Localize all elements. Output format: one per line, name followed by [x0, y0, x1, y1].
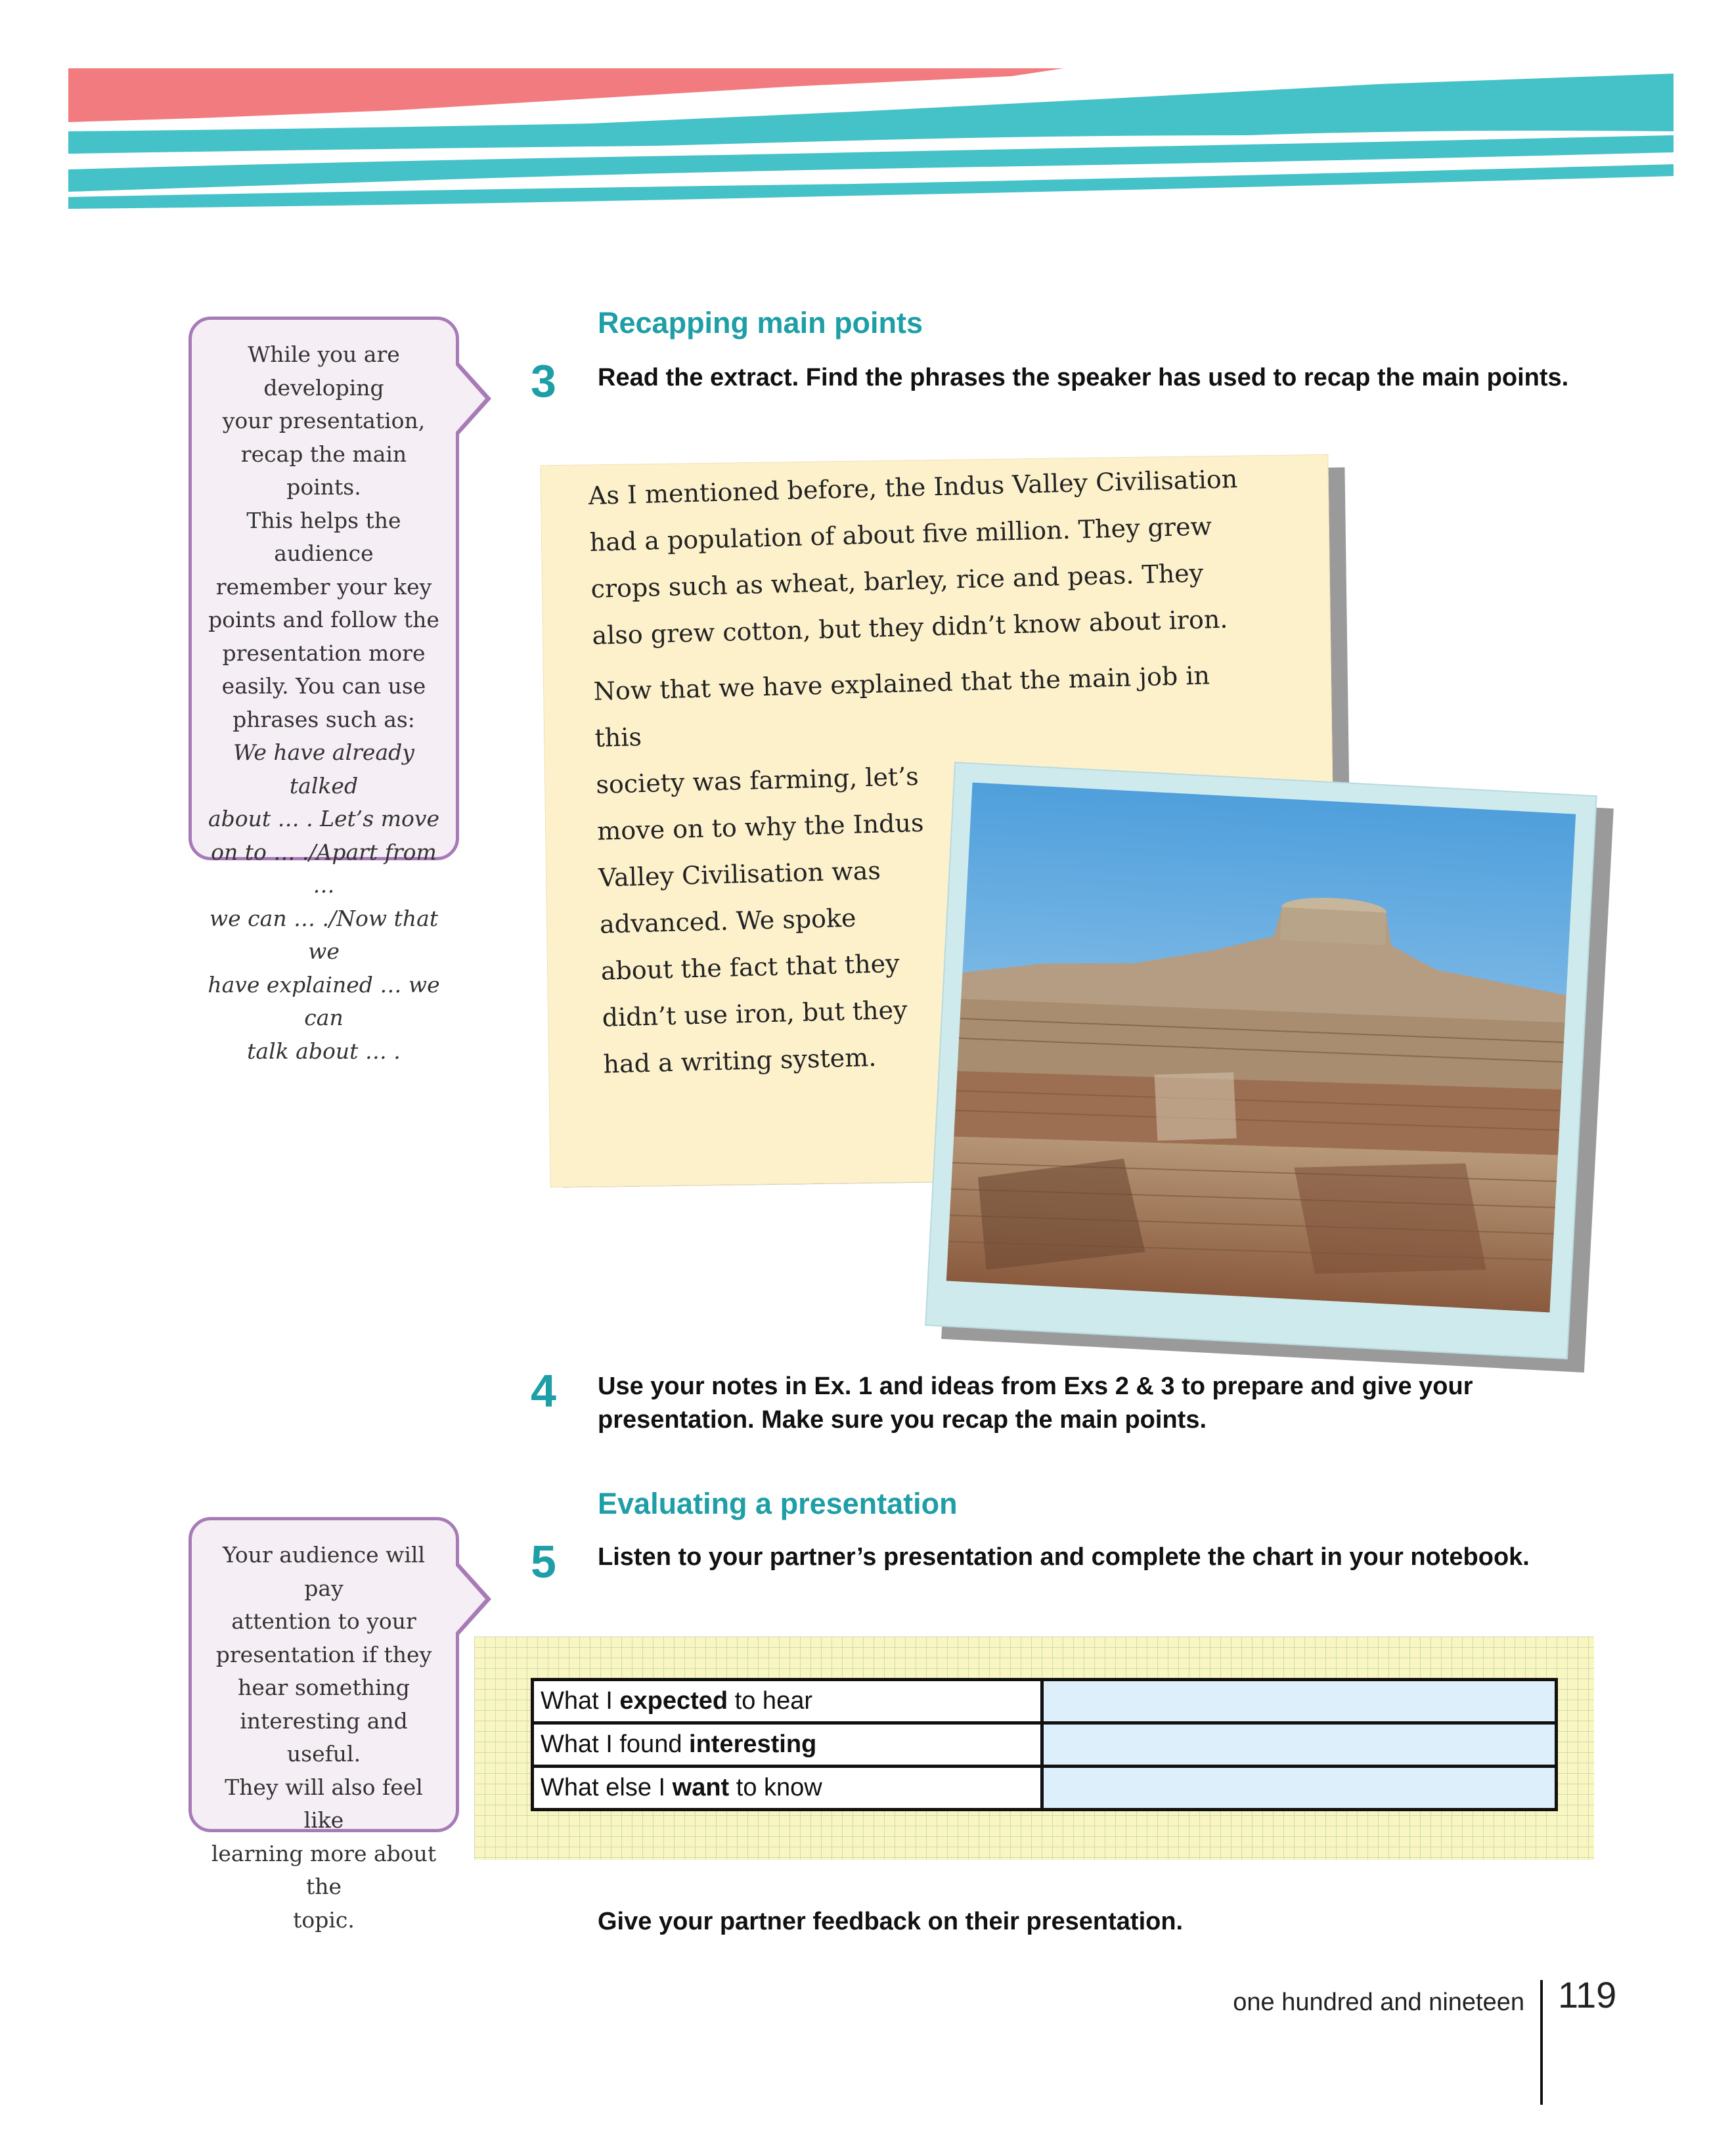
- tip-example-line: about … . Let’s move: [208, 806, 440, 831]
- chart-answer-cell[interactable]: [1042, 1767, 1557, 1810]
- section-title-evaluating: Evaluating a presentation: [598, 1487, 958, 1520]
- chart-row-label: What I found interesting: [533, 1723, 1042, 1767]
- tip-example-line: have explained … we can: [208, 971, 440, 1030]
- tip-line: This helps the audience: [246, 507, 401, 566]
- tip-line: interesting and useful.: [240, 1707, 408, 1767]
- exercise-number: 3: [531, 355, 556, 407]
- tip-example-line: on to … ./Apart from …: [211, 839, 437, 898]
- chart-answer-cell[interactable]: [1042, 1723, 1557, 1767]
- tip-line: hear something: [238, 1675, 410, 1700]
- tip-line: your presentation,: [222, 408, 426, 433]
- tip-line: Your audience will pay: [222, 1542, 426, 1601]
- exercise-instruction: Use your notes in Ex. 1 and ideas from Exs 2 & 3 to prepare and give your presentation. Make sure you recap the main points.: [598, 1373, 1473, 1434]
- tip-line: phrases such as:: [233, 706, 415, 732]
- chart-row: [533, 1723, 1557, 1767]
- tip-example-line: talk about … .: [247, 1038, 401, 1064]
- page-number-words: one hundred and nineteen: [1233, 1989, 1524, 2016]
- mohenjo-daro-ruins-photo: [946, 782, 1576, 1312]
- tip-line: While you are developing: [248, 341, 400, 401]
- chart-row-label: What else I want to know: [533, 1767, 1042, 1810]
- chart-row-label: What I expected to hear: [533, 1680, 1042, 1723]
- exercise-instruction: Read the extract. Find the phrases the speaker has used to recap the main points.: [598, 364, 1569, 391]
- chart-row: [533, 1680, 1557, 1723]
- tip-bubble-audience: [189, 1517, 459, 1933]
- page-divider: [1540, 1980, 1543, 2105]
- extract-paragraph-rest: society was farming, let’s move on to why the Indus Valley Civilisation was advanced. We spoke about the fact that they didn’t use iron, but they had a writing system.: [595, 761, 924, 1079]
- tip-line: learning more about the: [211, 1840, 437, 1899]
- tip-line: presentation if they: [215, 1641, 432, 1667]
- tip-text: [206, 338, 441, 1068]
- feedback-instruction: Give your partner feedback on their presentation.: [598, 1908, 1184, 1935]
- exercise-number: 4: [531, 1365, 556, 1417]
- tip-line: remember your key: [215, 573, 432, 600]
- page-number: 119: [1558, 1974, 1617, 2015]
- extract-paragraph: As I mentioned before, the Indus Valley Civilisation had a population of about five million. They grew crops such as wheat, barley, rice and peas. They also grew cotton, but they didn’t know about iron.: [588, 464, 1238, 650]
- extract-paragraph-line: Now that we have explained that the main job in this: [593, 661, 1210, 753]
- exercise-number: 5: [531, 1536, 556, 1587]
- section-title-recapping: Recapping main points: [598, 306, 923, 340]
- tip-bubble-recap: [189, 317, 459, 1064]
- header-brush-strokes: [0, 0, 1730, 223]
- tip-line: easily. You can use: [221, 673, 426, 699]
- tip-line: topic.: [293, 1906, 355, 1933]
- tip-line: They will also feel like: [225, 1774, 423, 1833]
- chart-answer-cell[interactable]: [1042, 1680, 1557, 1723]
- tip-line: points and follow the: [208, 607, 439, 632]
- evaluation-chart: [531, 1678, 1558, 1811]
- tip-line: recap the main points.: [240, 441, 407, 500]
- tip-text: [206, 1539, 441, 1937]
- chart-row: [533, 1767, 1557, 1810]
- exercise-instruction: Listen to your partner’s presentation and complete the chart in your notebook.: [598, 1543, 1530, 1571]
- tip-line: presentation more: [222, 640, 426, 666]
- tip-line: attention to your: [231, 1608, 416, 1634]
- tip-example-line: we can … ./Now that we: [209, 905, 439, 964]
- tip-example-line: We have already talked: [233, 739, 414, 799]
